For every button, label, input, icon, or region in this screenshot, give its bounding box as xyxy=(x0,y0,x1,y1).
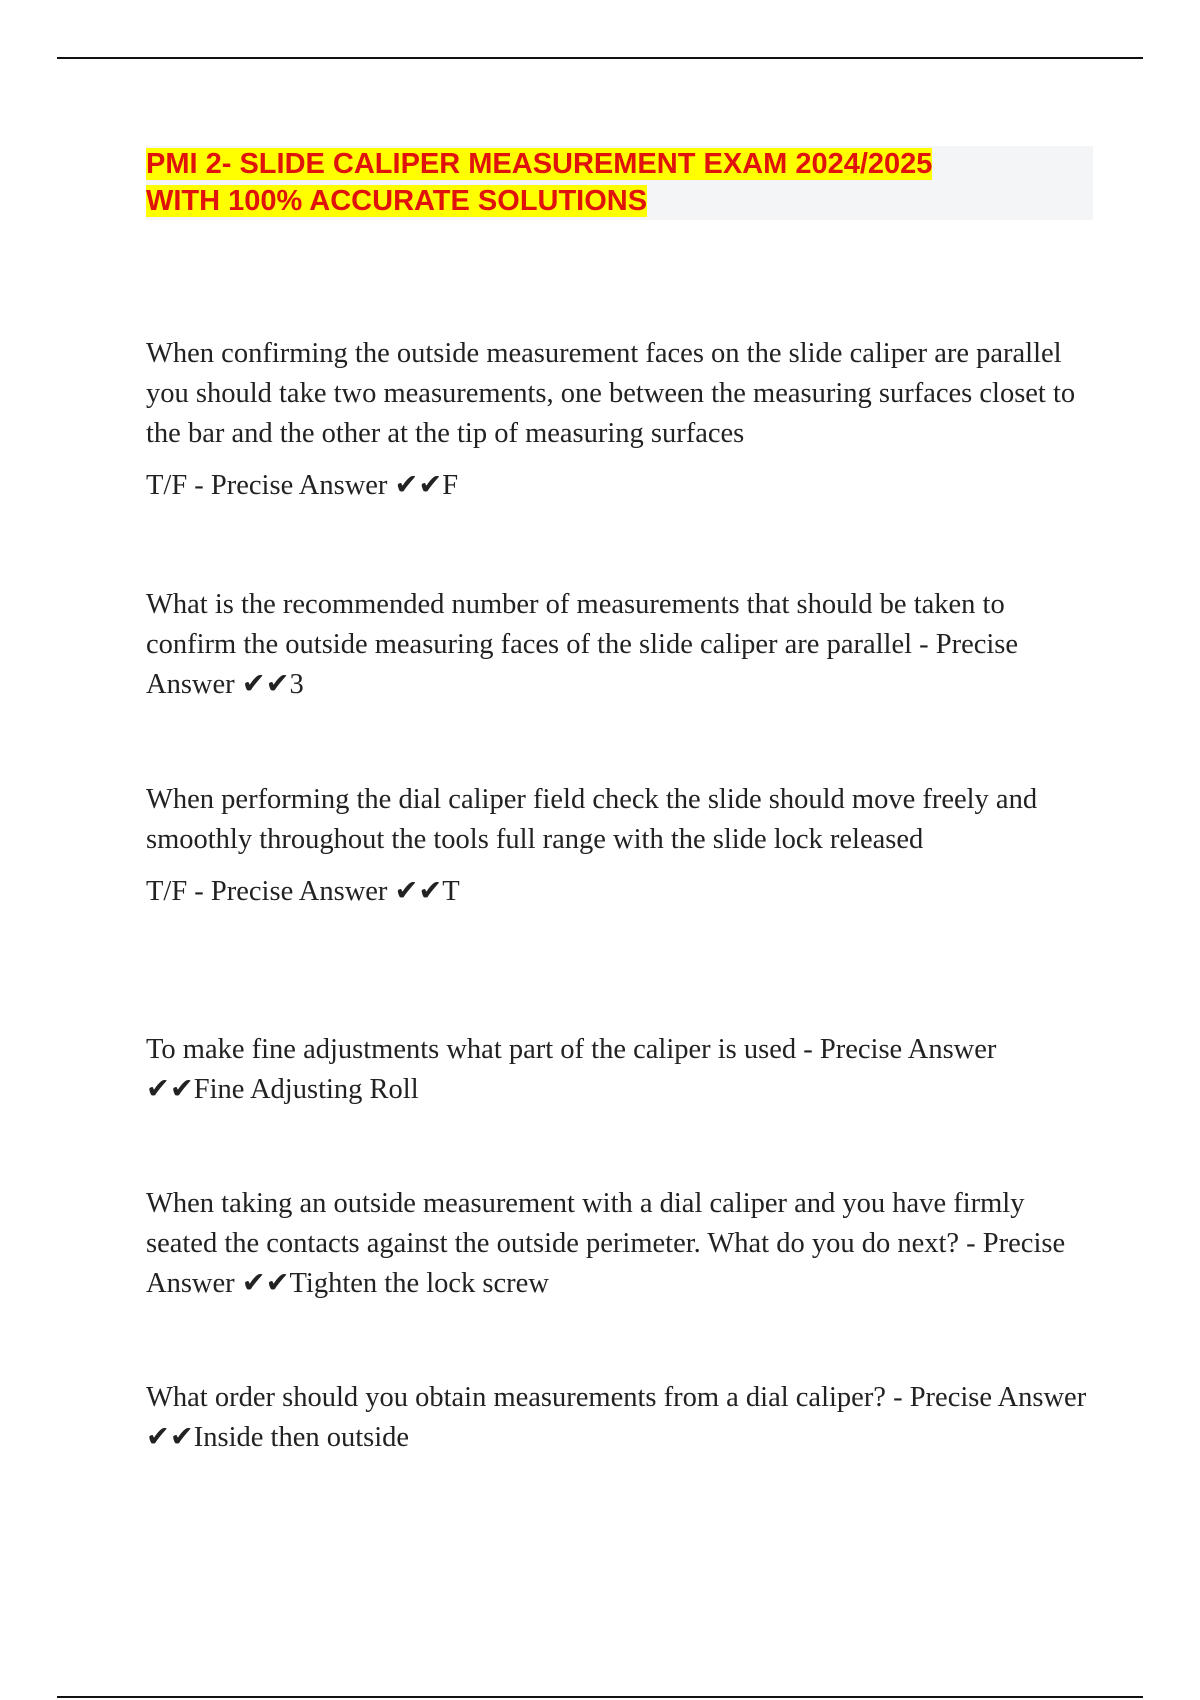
question: What is the recommended number of measurements that should be taken to confirm the outside measuring faces of the slide caliper are parallel - Precise Answer ✔✔3 xyxy=(146,589,1019,700)
bottom-rule xyxy=(57,1696,1143,1698)
qa-item-4 xyxy=(146,1030,1091,1110)
qa-item-5 xyxy=(146,1184,1091,1304)
qa-item-3 xyxy=(146,780,1091,912)
top-rule xyxy=(57,57,1143,59)
question: To make fine adjustments what part of the caliper is used - Precise Answer ✔✔Fine Adjusting Roll xyxy=(146,1034,997,1105)
question: When taking an outside measurement with a dial caliper and you have firmly seated the contacts against the outside perimeter. What do you do next? - Precise Answer ✔✔Tighten the lock screw xyxy=(146,1188,1066,1299)
answer: T/F - Precise Answer ✔✔T xyxy=(146,876,460,907)
question: What order should you obtain measurements from a dial caliper? - Precise Answer ✔✔Inside then outside xyxy=(146,1382,1087,1453)
title-line-1: PMI 2- SLIDE CALIPER MEASUREMENT EXAM 2024/2025 xyxy=(146,148,933,180)
qa-item-1 xyxy=(146,334,1091,506)
answer: T/F - Precise Answer ✔✔F xyxy=(146,470,459,501)
qa-item-6 xyxy=(146,1378,1091,1458)
qa-item-2 xyxy=(146,585,1091,705)
title-line-2: WITH 100% ACCURATE SOLUTIONS xyxy=(146,185,648,217)
document-title xyxy=(146,146,1093,220)
question: When performing the dial caliper field check the slide should move freely and smoothly throughout the tools full range with the slide lock released xyxy=(146,784,1038,855)
question: When confirming the outside measurement faces on the slide caliper are parallel you should take two measurements, one between the measuring surfaces closet to the bar and the other at the tip of measuring surfaces xyxy=(146,338,1076,449)
